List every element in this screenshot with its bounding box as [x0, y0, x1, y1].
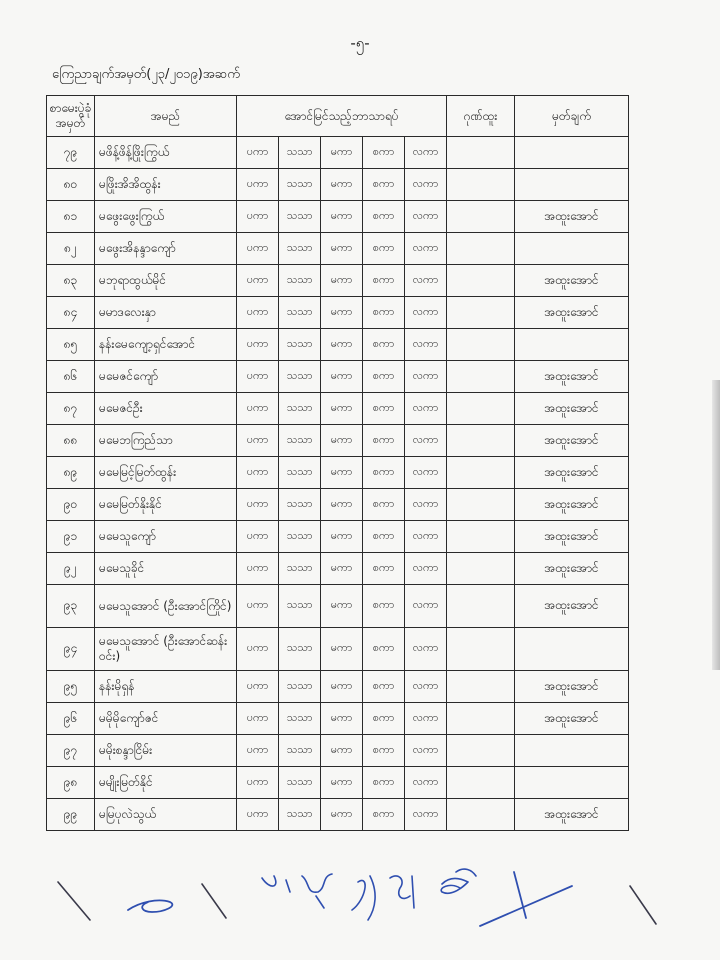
- table-row: [47, 201, 629, 233]
- subject-cell: စကာ: [363, 767, 405, 799]
- table-row: [47, 735, 629, 767]
- signature-7: [480, 872, 572, 926]
- distinction-cell: [447, 671, 515, 703]
- subject-cell: သသာ: [279, 201, 321, 233]
- remark-cell: အထူးအောင်: [515, 457, 629, 489]
- subject-cell: လကာ: [405, 297, 447, 329]
- subject-cell: မကာ: [321, 703, 363, 735]
- name-cell: မမျိုးမြတ်နိုင်: [95, 767, 237, 799]
- remark-cell: အထူးအောင်: [515, 201, 629, 233]
- table-row: [47, 425, 629, 457]
- name-cell: နန်းမေကျော့ရှင်အောင်: [95, 329, 237, 361]
- roll-number-cell: ၈၄: [47, 297, 95, 329]
- remark-cell: [515, 628, 629, 671]
- subject-cell: မကာ: [321, 799, 363, 831]
- name-cell: မဖွေးဖွေးကြွယ်: [95, 201, 237, 233]
- subject-cell: စကာ: [363, 265, 405, 297]
- table-row: [47, 297, 629, 329]
- distinction-cell: [447, 799, 515, 831]
- subject-cell: သသာ: [279, 703, 321, 735]
- slash-mark: [202, 884, 226, 918]
- remark-cell: အထူးအောင်: [515, 671, 629, 703]
- header-remark: မှတ်ချက်: [515, 96, 629, 137]
- subject-cell: ပကာ: [237, 585, 279, 628]
- subject-cell: ပကာ: [237, 393, 279, 425]
- header-name: အမည်: [95, 96, 237, 137]
- subject-cell: မကာ: [321, 393, 363, 425]
- name-cell: မမေသူအောင် (ဦးအောင်ဆန်းဝင်း): [95, 628, 237, 671]
- table-row: [47, 489, 629, 521]
- subject-cell: လကာ: [405, 265, 447, 297]
- subject-cell: မကာ: [321, 553, 363, 585]
- subject-cell: မကာ: [321, 329, 363, 361]
- subject-cell: ပကာ: [237, 671, 279, 703]
- roll-number-cell: ၈၁: [47, 201, 95, 233]
- subject-cell: သသာ: [279, 489, 321, 521]
- remark-cell: အထူးအောင်: [515, 393, 629, 425]
- signature-6: [441, 869, 476, 893]
- roll-number-cell: ၉၇: [47, 735, 95, 767]
- subject-cell: လကာ: [405, 671, 447, 703]
- subject-cell: သသာ: [279, 361, 321, 393]
- subject-cell: လကာ: [405, 137, 447, 169]
- roll-number-cell: ၇၉: [47, 137, 95, 169]
- subject-cell: ပကာ: [237, 265, 279, 297]
- name-cell: မဖွေးအိနန္ဒာကျော်: [95, 233, 237, 265]
- roll-number-cell: ၈၇: [47, 393, 95, 425]
- distinction-cell: [447, 457, 515, 489]
- name-cell: မမေဘကြည်သာ: [95, 425, 237, 457]
- table-row: [47, 767, 629, 799]
- slash-mark: [630, 886, 656, 924]
- name-cell: မမိုးစန္ဒာငြိမ်း: [95, 735, 237, 767]
- subject-cell: လကာ: [405, 361, 447, 393]
- remark-cell: အထူးအောင်: [515, 489, 629, 521]
- subject-cell: ပကာ: [237, 425, 279, 457]
- table-row: [47, 521, 629, 553]
- remark-cell: အထူးအောင်: [515, 703, 629, 735]
- name-cell: နန်းမိုရှန်: [95, 671, 237, 703]
- subject-cell: ပကာ: [237, 735, 279, 767]
- subject-cell: သသာ: [279, 767, 321, 799]
- remark-cell: [515, 767, 629, 799]
- roll-number-cell: ၈၉: [47, 457, 95, 489]
- distinction-cell: [447, 628, 515, 671]
- subject-cell: သသာ: [279, 265, 321, 297]
- subject-cell: ပကာ: [237, 169, 279, 201]
- roll-number-cell: ၉၁: [47, 521, 95, 553]
- subject-cell: မကာ: [321, 265, 363, 297]
- subject-cell: စကာ: [363, 297, 405, 329]
- subject-cell: သသာ: [279, 137, 321, 169]
- signature-2: [262, 876, 290, 892]
- subject-cell: သသာ: [279, 393, 321, 425]
- subject-cell: သသာ: [279, 521, 321, 553]
- subject-cell: သသာ: [279, 799, 321, 831]
- distinction-cell: [447, 585, 515, 628]
- distinction-cell: [447, 297, 515, 329]
- name-cell: မမေမြတ်နိုးနိုင်: [95, 489, 237, 521]
- header-distinction: ဂုဏ်ထူး: [447, 96, 515, 137]
- roll-number-cell: ၉၅: [47, 671, 95, 703]
- roll-number-cell: ၈၆: [47, 361, 95, 393]
- subject-cell: မကာ: [321, 233, 363, 265]
- subject-cell: လကာ: [405, 553, 447, 585]
- subject-cell: မကာ: [321, 521, 363, 553]
- roll-number-cell: ၉၈: [47, 767, 95, 799]
- table-row: [47, 169, 629, 201]
- subject-cell: ပကာ: [237, 628, 279, 671]
- subject-cell: လကာ: [405, 703, 447, 735]
- subject-cell: မကာ: [321, 457, 363, 489]
- remark-cell: [515, 137, 629, 169]
- name-cell: မမြပုလဲသွယ်: [95, 799, 237, 831]
- subject-cell: သသာ: [279, 297, 321, 329]
- subject-cell: သသာ: [279, 735, 321, 767]
- roll-number-cell: ၈၀: [47, 169, 95, 201]
- distinction-cell: [447, 169, 515, 201]
- subject-cell: သသာ: [279, 553, 321, 585]
- results-table: [46, 95, 629, 831]
- subject-cell: လကာ: [405, 735, 447, 767]
- subject-cell: မကာ: [321, 137, 363, 169]
- roll-number-cell: ၉၃: [47, 585, 95, 628]
- header-subjects: အောင်မြင်သည့်ဘာသာရပ်: [237, 96, 447, 137]
- roll-number-cell: ၉၆: [47, 703, 95, 735]
- subject-cell: ပကာ: [237, 457, 279, 489]
- subject-cell: စကာ: [363, 457, 405, 489]
- subject-cell: စကာ: [363, 553, 405, 585]
- remark-cell: အထူးအောင်: [515, 265, 629, 297]
- signature-strip: [40, 862, 690, 934]
- subject-cell: စကာ: [363, 201, 405, 233]
- subject-cell: လကာ: [405, 425, 447, 457]
- subject-cell: မကာ: [321, 297, 363, 329]
- subject-cell: စကာ: [363, 169, 405, 201]
- remark-cell: အထူးအောင်: [515, 297, 629, 329]
- header-roll-no: စာမေးပွဲခုံအမှတ်: [47, 96, 95, 137]
- subject-cell: မကာ: [321, 425, 363, 457]
- name-cell: မမေဇင်ဦး: [95, 393, 237, 425]
- table-row: [47, 553, 629, 585]
- distinction-cell: [447, 137, 515, 169]
- subject-cell: လကာ: [405, 489, 447, 521]
- subject-cell: လကာ: [405, 201, 447, 233]
- signature-marks: [58, 869, 656, 926]
- subject-cell: စကာ: [363, 425, 405, 457]
- name-cell: မမာဒလေးနှာ: [95, 297, 237, 329]
- slash-mark: [58, 882, 90, 920]
- subject-cell: မကာ: [321, 585, 363, 628]
- roll-number-cell: ၈၈: [47, 425, 95, 457]
- roll-number-cell: ၉၂: [47, 553, 95, 585]
- distinction-cell: [447, 393, 515, 425]
- remark-cell: အထူးအောင်: [515, 425, 629, 457]
- name-cell: မမိုမိုကျော်ဇင်: [95, 703, 237, 735]
- subject-cell: ပကာ: [237, 201, 279, 233]
- distinction-cell: [447, 329, 515, 361]
- subject-cell: စကာ: [363, 628, 405, 671]
- header-row: [47, 96, 629, 137]
- signature-4: [352, 876, 375, 920]
- subject-cell: သသာ: [279, 628, 321, 671]
- name-cell: မဖိန့်ဖိန့်ဖြိုးကြွယ်: [95, 137, 237, 169]
- table-row: [47, 628, 629, 671]
- subject-cell: မကာ: [321, 201, 363, 233]
- roll-number-cell: ၈၂: [47, 233, 95, 265]
- table-row: [47, 671, 629, 703]
- name-cell: မဖြိုးအိအိထွန်း: [95, 169, 237, 201]
- distinction-cell: [447, 735, 515, 767]
- subject-cell: လကာ: [405, 767, 447, 799]
- name-cell: မမေသူကျော်: [95, 521, 237, 553]
- roll-number-cell: ၉၄: [47, 628, 95, 671]
- subject-cell: ပကာ: [237, 703, 279, 735]
- subject-cell: လကာ: [405, 169, 447, 201]
- subject-cell: စကာ: [363, 361, 405, 393]
- table-row: [47, 329, 629, 361]
- subject-cell: မကာ: [321, 169, 363, 201]
- results-body: [47, 137, 629, 831]
- subject-cell: စကာ: [363, 233, 405, 265]
- subject-cell: သသာ: [279, 233, 321, 265]
- distinction-cell: [447, 201, 515, 233]
- roll-number-cell: ၉၀: [47, 489, 95, 521]
- remark-cell: အထူးအောင်: [515, 553, 629, 585]
- subject-cell: စကာ: [363, 585, 405, 628]
- subject-cell: မကာ: [321, 628, 363, 671]
- subject-cell: လကာ: [405, 799, 447, 831]
- subject-cell: သသာ: [279, 169, 321, 201]
- table-row: [47, 703, 629, 735]
- name-cell: မမေမြင့်မြတ်ထွန်း: [95, 457, 237, 489]
- subject-cell: စကာ: [363, 393, 405, 425]
- subject-cell: သသာ: [279, 457, 321, 489]
- name-cell: မမေသူခိုင်: [95, 553, 237, 585]
- subject-cell: သသာ: [279, 329, 321, 361]
- subject-cell: လကာ: [405, 521, 447, 553]
- subject-cell: ပကာ: [237, 297, 279, 329]
- name-cell: မမေသူအောင် (ဦးအောင်ကြိုင်): [95, 585, 237, 628]
- signature-1: [128, 900, 172, 912]
- table-row: [47, 799, 629, 831]
- distinction-cell: [447, 767, 515, 799]
- subject-cell: ပကာ: [237, 767, 279, 799]
- subject-cell: ပကာ: [237, 799, 279, 831]
- subject-cell: လကာ: [405, 233, 447, 265]
- table-row: [47, 457, 629, 489]
- table-row: [47, 265, 629, 297]
- distinction-cell: [447, 489, 515, 521]
- subject-cell: စကာ: [363, 521, 405, 553]
- table-row: [47, 393, 629, 425]
- page-edge-shadow: [712, 380, 720, 670]
- subject-cell: လကာ: [405, 393, 447, 425]
- remark-cell: အထူးအောင်: [515, 585, 629, 628]
- announcement-caption: ကြေညာချက်အမှတ်(၂၃/၂၀၁၉)အဆက်: [52, 67, 241, 82]
- subject-cell: မကာ: [321, 767, 363, 799]
- remark-cell: အထူးအောင်: [515, 521, 629, 553]
- remark-cell: [515, 735, 629, 767]
- roll-number-cell: ၈၅: [47, 329, 95, 361]
- subject-cell: စကာ: [363, 489, 405, 521]
- page-number: -၅-: [350, 34, 370, 52]
- signature-5: [390, 876, 414, 908]
- subject-cell: စကာ: [363, 799, 405, 831]
- remark-cell: [515, 233, 629, 265]
- subject-cell: ပကာ: [237, 233, 279, 265]
- distinction-cell: [447, 703, 515, 735]
- subject-cell: ပကာ: [237, 361, 279, 393]
- subject-cell: ပကာ: [237, 489, 279, 521]
- subject-cell: မကာ: [321, 361, 363, 393]
- distinction-cell: [447, 361, 515, 393]
- subject-cell: စကာ: [363, 329, 405, 361]
- remark-cell: အထူးအောင်: [515, 361, 629, 393]
- name-cell: မဘုရာထွယ်မိုင်: [95, 265, 237, 297]
- roll-number-cell: ၈၃: [47, 265, 95, 297]
- table-row: [47, 361, 629, 393]
- subject-cell: ပကာ: [237, 521, 279, 553]
- distinction-cell: [447, 553, 515, 585]
- subject-cell: လကာ: [405, 628, 447, 671]
- subject-cell: လကာ: [405, 585, 447, 628]
- subject-cell: လကာ: [405, 329, 447, 361]
- subject-cell: စကာ: [363, 703, 405, 735]
- table-row: [47, 233, 629, 265]
- remark-cell: [515, 329, 629, 361]
- subject-cell: မကာ: [321, 489, 363, 521]
- subject-cell: စကာ: [363, 137, 405, 169]
- subject-cell: သသာ: [279, 425, 321, 457]
- distinction-cell: [447, 425, 515, 457]
- subject-cell: ပကာ: [237, 329, 279, 361]
- distinction-cell: [447, 521, 515, 553]
- signature-3: [302, 874, 332, 908]
- table-row: [47, 585, 629, 628]
- roll-number-cell: ၉၉: [47, 799, 95, 831]
- subject-cell: စကာ: [363, 735, 405, 767]
- subject-cell: ပကာ: [237, 553, 279, 585]
- subject-cell: သသာ: [279, 671, 321, 703]
- remark-cell: [515, 169, 629, 201]
- subject-cell: မကာ: [321, 735, 363, 767]
- distinction-cell: [447, 233, 515, 265]
- remark-cell: အထူးအောင်: [515, 799, 629, 831]
- subject-cell: စကာ: [363, 671, 405, 703]
- subject-cell: မကာ: [321, 671, 363, 703]
- subject-cell: ပကာ: [237, 137, 279, 169]
- subject-cell: လကာ: [405, 457, 447, 489]
- name-cell: မမေဇင်ကျော်: [95, 361, 237, 393]
- distinction-cell: [447, 265, 515, 297]
- subject-cell: သသာ: [279, 585, 321, 628]
- table-row: [47, 137, 629, 169]
